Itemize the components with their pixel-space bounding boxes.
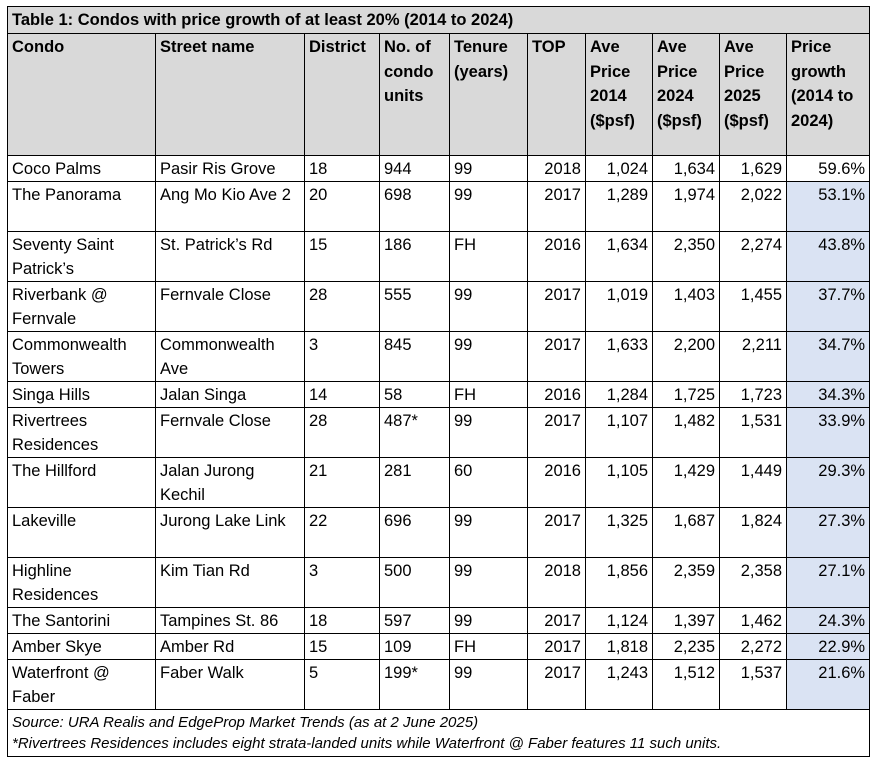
cell-price-2025: 2,274 bbox=[720, 232, 787, 282]
cell-tenure: 99 bbox=[450, 332, 528, 382]
cell-price-2025: 2,358 bbox=[720, 558, 787, 608]
table-title: Table 1: Condos with price growth of at least 20% (2014 to 2024) bbox=[8, 7, 870, 34]
cell-top: 2016 bbox=[528, 382, 586, 408]
cell-units: 696 bbox=[380, 508, 450, 558]
cell-price-2025: 1,723 bbox=[720, 382, 787, 408]
cell-street-name: Jurong Lake Link bbox=[156, 508, 305, 558]
cell-units: 487* bbox=[380, 408, 450, 458]
cell-price-2025: 1,824 bbox=[720, 508, 787, 558]
cell-tenure: 99 bbox=[450, 558, 528, 608]
table-title-row bbox=[8, 7, 870, 34]
cell-price-growth: 53.1% bbox=[787, 182, 870, 232]
table-row bbox=[8, 558, 870, 608]
cell-district: 21 bbox=[305, 458, 380, 508]
cell-units: 186 bbox=[380, 232, 450, 282]
cell-price-growth: 24.3% bbox=[787, 608, 870, 634]
cell-tenure: FH bbox=[450, 232, 528, 282]
footnote: *Rivertrees Residences includes eight strata-landed units while Waterfront @ Faber features 11 such units. bbox=[12, 735, 722, 752]
cell-street-name: Ang Mo Kio Ave 2 bbox=[156, 182, 305, 232]
cell-top: 2016 bbox=[528, 232, 586, 282]
cell-street-name: Kim Tian Rd bbox=[156, 558, 305, 608]
cell-top: 2017 bbox=[528, 282, 586, 332]
cell-top: 2018 bbox=[528, 558, 586, 608]
source-note: Source: URA Realis and EdgeProp Market Trends (as at 2 June 2025) bbox=[12, 714, 479, 731]
cell-tenure: 99 bbox=[450, 408, 528, 458]
table-row bbox=[8, 182, 870, 232]
cell-district: 15 bbox=[305, 634, 380, 660]
cell-price-2014: 1,107 bbox=[586, 408, 653, 458]
cell-street-name: Jalan Jurong Kechil bbox=[156, 458, 305, 508]
cell-price-growth: 37.7% bbox=[787, 282, 870, 332]
cell-price-growth: 21.6% bbox=[787, 660, 870, 710]
cell-condo: Highline Residences bbox=[8, 558, 156, 608]
cell-price-2014: 1,325 bbox=[586, 508, 653, 558]
cell-condo: Lakeville bbox=[8, 508, 156, 558]
cell-price-2014: 1,633 bbox=[586, 332, 653, 382]
table-row bbox=[8, 660, 870, 710]
cell-price-2024: 1,725 bbox=[653, 382, 720, 408]
cell-units: 500 bbox=[380, 558, 450, 608]
table-row bbox=[8, 332, 870, 382]
cell-price-growth: 29.3% bbox=[787, 458, 870, 508]
cell-units: 109 bbox=[380, 634, 450, 660]
cell-tenure: 99 bbox=[450, 608, 528, 634]
header-street-name: Street name bbox=[156, 34, 305, 156]
cell-tenure: 99 bbox=[450, 156, 528, 182]
cell-price-2024: 2,235 bbox=[653, 634, 720, 660]
table-row bbox=[8, 458, 870, 508]
cell-street-name: Faber Walk bbox=[156, 660, 305, 710]
cell-price-2025: 1,449 bbox=[720, 458, 787, 508]
cell-price-growth: 34.3% bbox=[787, 382, 870, 408]
cell-units: 555 bbox=[380, 282, 450, 332]
cell-units: 698 bbox=[380, 182, 450, 232]
cell-price-2025: 1,462 bbox=[720, 608, 787, 634]
cell-price-2025: 1,455 bbox=[720, 282, 787, 332]
header-row bbox=[8, 34, 870, 156]
cell-price-2025: 1,537 bbox=[720, 660, 787, 710]
header-price-growth: Price growth (2014 to 2024) bbox=[787, 34, 870, 156]
cell-condo: Amber Skye bbox=[8, 634, 156, 660]
cell-price-2014: 1,243 bbox=[586, 660, 653, 710]
cell-street-name: St. Patrick’s Rd bbox=[156, 232, 305, 282]
cell-district: 20 bbox=[305, 182, 380, 232]
cell-price-2025: 2,211 bbox=[720, 332, 787, 382]
cell-price-2024: 1,974 bbox=[653, 182, 720, 232]
cell-top: 2017 bbox=[528, 408, 586, 458]
cell-price-2024: 1,429 bbox=[653, 458, 720, 508]
cell-condo: The Panorama bbox=[8, 182, 156, 232]
cell-tenure: 99 bbox=[450, 282, 528, 332]
cell-price-growth: 34.7% bbox=[787, 332, 870, 382]
cell-street-name: Pasir Ris Grove bbox=[156, 156, 305, 182]
cell-street-name: Commonwealth Ave bbox=[156, 332, 305, 382]
table-row bbox=[8, 634, 870, 660]
cell-top: 2017 bbox=[528, 634, 586, 660]
header-tenure: Tenure (years) bbox=[450, 34, 528, 156]
cell-units: 281 bbox=[380, 458, 450, 508]
cell-price-2014: 1,289 bbox=[586, 182, 653, 232]
cell-tenure: 99 bbox=[450, 182, 528, 232]
cell-price-2024: 1,687 bbox=[653, 508, 720, 558]
cell-price-2014: 1,818 bbox=[586, 634, 653, 660]
cell-price-2024: 2,350 bbox=[653, 232, 720, 282]
cell-price-growth: 22.9% bbox=[787, 634, 870, 660]
cell-district: 3 bbox=[305, 558, 380, 608]
cell-price-2025: 2,022 bbox=[720, 182, 787, 232]
cell-price-growth: 27.1% bbox=[787, 558, 870, 608]
notes-row bbox=[8, 710, 870, 757]
table-row bbox=[8, 382, 870, 408]
cell-price-2014: 1,024 bbox=[586, 156, 653, 182]
cell-top: 2016 bbox=[528, 458, 586, 508]
cell-price-growth: 59.6% bbox=[787, 156, 870, 182]
cell-price-2025: 1,629 bbox=[720, 156, 787, 182]
cell-tenure: 60 bbox=[450, 458, 528, 508]
cell-condo: Commonwealth Towers bbox=[8, 332, 156, 382]
cell-district: 5 bbox=[305, 660, 380, 710]
header-condo: Condo bbox=[8, 34, 156, 156]
header-price-2024: Ave Price 2024 ($psf) bbox=[653, 34, 720, 156]
cell-price-2025: 2,272 bbox=[720, 634, 787, 660]
cell-top: 2018 bbox=[528, 156, 586, 182]
cell-price-2014: 1,634 bbox=[586, 232, 653, 282]
cell-price-2024: 1,482 bbox=[653, 408, 720, 458]
cell-price-2024: 1,634 bbox=[653, 156, 720, 182]
cell-price-2014: 1,284 bbox=[586, 382, 653, 408]
cell-units: 944 bbox=[380, 156, 450, 182]
cell-condo: The Santorini bbox=[8, 608, 156, 634]
cell-price-2014: 1,124 bbox=[586, 608, 653, 634]
cell-condo: Singa Hills bbox=[8, 382, 156, 408]
cell-condo: Riverbank @ Fernvale bbox=[8, 282, 156, 332]
header-price-2014: Ave Price 2014 ($psf) bbox=[586, 34, 653, 156]
cell-district: 22 bbox=[305, 508, 380, 558]
cell-tenure: FH bbox=[450, 634, 528, 660]
cell-district: 14 bbox=[305, 382, 380, 408]
header-price-2025: Ave Price 2025 ($psf) bbox=[720, 34, 787, 156]
cell-units: 58 bbox=[380, 382, 450, 408]
cell-tenure: 99 bbox=[450, 508, 528, 558]
cell-price-2014: 1,105 bbox=[586, 458, 653, 508]
cell-price-2024: 2,200 bbox=[653, 332, 720, 382]
cell-price-2024: 2,359 bbox=[653, 558, 720, 608]
cell-condo: The Hillford bbox=[8, 458, 156, 508]
cell-price-2024: 1,512 bbox=[653, 660, 720, 710]
table-row bbox=[8, 408, 870, 458]
cell-tenure: 99 bbox=[450, 660, 528, 710]
cell-top: 2017 bbox=[528, 508, 586, 558]
cell-condo: Waterfront @ Faber bbox=[8, 660, 156, 710]
cell-top: 2017 bbox=[528, 182, 586, 232]
cell-condo: Coco Palms bbox=[8, 156, 156, 182]
cell-district: 28 bbox=[305, 408, 380, 458]
table-row bbox=[8, 508, 870, 558]
table-row bbox=[8, 232, 870, 282]
cell-price-growth: 43.8% bbox=[787, 232, 870, 282]
cell-district: 18 bbox=[305, 156, 380, 182]
cell-district: 28 bbox=[305, 282, 380, 332]
table-row bbox=[8, 608, 870, 634]
cell-units: 597 bbox=[380, 608, 450, 634]
cell-district: 15 bbox=[305, 232, 380, 282]
cell-price-growth: 33.9% bbox=[787, 408, 870, 458]
cell-price-2024: 1,397 bbox=[653, 608, 720, 634]
cell-condo: Rivertrees Residences bbox=[8, 408, 156, 458]
cell-district: 3 bbox=[305, 332, 380, 382]
cell-district: 18 bbox=[305, 608, 380, 634]
cell-street-name: Fernvale Close bbox=[156, 282, 305, 332]
cell-top: 2017 bbox=[528, 660, 586, 710]
table-row bbox=[8, 156, 870, 182]
cell-street-name: Amber Rd bbox=[156, 634, 305, 660]
cell-street-name: Tampines St. 86 bbox=[156, 608, 305, 634]
cell-units: 845 bbox=[380, 332, 450, 382]
cell-price-2014: 1,856 bbox=[586, 558, 653, 608]
cell-top: 2017 bbox=[528, 608, 586, 634]
cell-condo: Seventy Saint Patrick’s bbox=[8, 232, 156, 282]
header-units: No. of condo units bbox=[380, 34, 450, 156]
cell-tenure: FH bbox=[450, 382, 528, 408]
header-top: TOP bbox=[528, 34, 586, 156]
header-district: District bbox=[305, 34, 380, 156]
cell-street-name: Jalan Singa bbox=[156, 382, 305, 408]
condo-price-growth-table bbox=[7, 6, 870, 757]
cell-street-name: Fernvale Close bbox=[156, 408, 305, 458]
cell-price-2025: 1,531 bbox=[720, 408, 787, 458]
cell-price-2014: 1,019 bbox=[586, 282, 653, 332]
table-row bbox=[8, 282, 870, 332]
cell-units: 199* bbox=[380, 660, 450, 710]
notes-cell bbox=[8, 710, 870, 757]
cell-top: 2017 bbox=[528, 332, 586, 382]
table-container bbox=[7, 6, 869, 757]
cell-price-2024: 1,403 bbox=[653, 282, 720, 332]
cell-price-growth: 27.3% bbox=[787, 508, 870, 558]
